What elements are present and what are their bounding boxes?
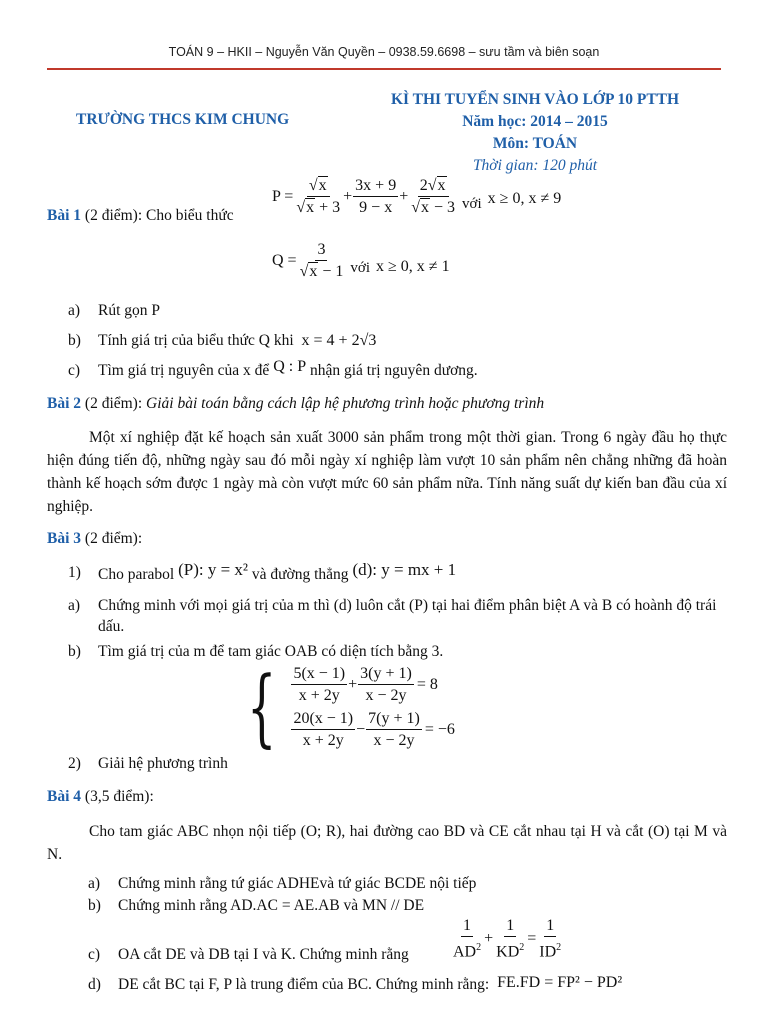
exam-info [355, 89, 715, 177]
eq-num: 3(y + 1) [358, 664, 414, 685]
bai4-item-c [88, 916, 728, 972]
equation-row [290, 709, 454, 750]
eq-num: 20(x − 1) [291, 709, 355, 730]
bai1-points: (2 điểm): Cho biểu thức [84, 207, 234, 224]
item-text: và đường thẳng [251, 566, 349, 583]
page-header: TOÁN 9 – HKII – Nguyễn Văn Quyền – 0938.59.6698 – sưu tầm và biên soạn [168, 45, 600, 59]
list-item [88, 976, 728, 994]
p-label: P = [272, 187, 294, 205]
bai1-heading: Bài 1 [47, 207, 82, 224]
eq-rhs: = −6 [424, 720, 455, 738]
q-label: Q = [272, 251, 297, 269]
item-text: Chứng minh với mọi giá trị của m thì (d) luôn cắt (P) tại hai điểm phân biệt A và B có hoành độ trái dấu. [98, 597, 717, 635]
item-text: Giải hệ phương trình [98, 755, 228, 772]
formula-q: Q = $\frac{3}{√x - 1}$ với x ≥ 0, x ≠ 1 [272, 241, 450, 280]
item-text: Tìm giá trị nguyên của x để [98, 362, 270, 379]
eq-num: 5(x − 1) [291, 664, 347, 685]
line-formula: (d): y = mx + 1 [352, 560, 457, 579]
exam-subject: Môn: TOÁN [492, 135, 578, 152]
list-item [68, 755, 268, 773]
exam-title: KÌ THI TUYỂN SINH VÀO LỚP 10 PTTH [390, 91, 680, 108]
item-marker: d) [88, 976, 101, 993]
bai1-items [68, 302, 748, 390]
bai2-task: Giải bài toán bằng cách lập hệ phương trình hoặc phương trình [146, 395, 545, 412]
bai4-heading: Bài 4 [47, 788, 82, 805]
system-brace [235, 658, 455, 756]
bai3-heading-line [47, 530, 727, 548]
item-marker: b) [68, 643, 81, 660]
header-rule [47, 68, 721, 70]
school-name: TRƯỜNG THCS KIM CHUNG [76, 111, 290, 128]
item-text: Tìm giá trị của m để tam giác OAB có diện tích bằng 3. [98, 643, 444, 660]
item-text: Rút gọn P [98, 302, 161, 319]
bai4-heading-line [47, 788, 727, 806]
bai2-points: (2 điểm): [84, 395, 143, 412]
bai4-paragraph: Cho tam giác ABC nhọn nội tiếp (O; R), hai đường cao BD và CE cắt nhau tại H và cắt (O) tại M và N. [47, 823, 727, 863]
bai4-item-d [88, 976, 728, 994]
item-marker: b) [68, 332, 81, 349]
bai3-heading: Bài 3 [47, 530, 82, 547]
eq-den: x − 2y [373, 732, 415, 749]
bai2-heading: Bài 2 [47, 395, 82, 412]
q-cond-math: x ≥ 0, x ≠ 1 [376, 257, 450, 275]
bai4-items [88, 875, 728, 919]
item-text: Chứng minh rằng tứ giác ADHEvà tứ giác BCDE nội tiếp [118, 875, 477, 892]
list-item [88, 946, 409, 964]
list-item [68, 641, 728, 662]
eq-den: x + 2y [298, 687, 340, 704]
item-text: OA cắt DE và DB tại I và K. Chứng minh rằng [118, 946, 409, 963]
eq-op: − [356, 720, 366, 738]
list-item [88, 875, 728, 897]
eq-den: x − 2y [365, 687, 407, 704]
bai2-heading-line [47, 395, 727, 413]
eq-rhs: = 8 [416, 675, 438, 693]
item-math: Q : P [273, 358, 307, 375]
item-text: DE cắt BC tại F, P là trung điểm của BC. Chứng minh rằng: [118, 976, 490, 993]
item-text: Cho parabol [98, 566, 175, 583]
exam-time: Thời gian: 120 phút [472, 157, 598, 174]
equation-row [290, 664, 454, 705]
brace-glyph: { [247, 658, 277, 756]
bai3-items [68, 595, 728, 662]
eq-op: + [348, 675, 358, 693]
eq-num: 7(y + 1) [366, 709, 422, 730]
bai4-points: (3,5 điểm): [84, 788, 154, 805]
item-marker: a) [68, 302, 81, 319]
item-marker: b) [88, 897, 101, 914]
item-math: x = 4 + 2√3 [301, 332, 377, 349]
formula-c: $\frac{1}{AD^2}$ + $\frac{1}{KD^2}$ = $\frac{1}{ID^2}$ [453, 917, 562, 961]
item-marker: 2) [68, 755, 81, 772]
bai3-item1 [68, 560, 748, 584]
equation-system [235, 658, 635, 756]
item-marker: a) [68, 597, 81, 614]
bai3-item2 [68, 755, 268, 773]
bai3-points: (2 điểm): [84, 530, 143, 547]
item-marker: 1) [68, 564, 81, 581]
list-item [68, 302, 748, 332]
p-cond-word: với [462, 196, 482, 212]
item-marker: c) [68, 362, 81, 379]
p-cond-math: x ≥ 0, x ≠ 9 [487, 189, 562, 207]
bai2-paragraph: Một xí nghiệp đặt kế hoạch sản xuất 3000 sản phẩm trong một thời gian. Trong 6 ngày đầu họ thực hiện đúng tiến độ, những ngày sau đó mỗi ngày xí nghiệp làm vượt 10 sản phẩm nên chẳng những đã hoàn thành kế hoạch sớm được 1 ngày mà còn vượt mức 60 sản phẩm nữa. Tính năng suất dự kiến ban đầu của xí nghiệp. [47, 429, 727, 515]
eq-den: x + 2y [302, 732, 344, 749]
item-math: FE.FD = FP² − PD² [497, 974, 623, 991]
list-item [68, 595, 728, 637]
list-item [68, 332, 748, 362]
item-marker: c) [88, 946, 101, 963]
item-text-tail: nhận giá trị nguyên dương. [309, 362, 478, 379]
q-cond-word: với [350, 260, 370, 276]
item-text: Tính giá trị của biểu thức Q khi [98, 332, 294, 349]
item-text: Chứng minh rằng AD.AC = AE.AB và MN // DE [118, 897, 425, 914]
parabol-formula: (P): y = x² [178, 560, 249, 579]
item-marker: a) [88, 875, 101, 892]
list-item [68, 358, 748, 390]
formula-p: P = $\frac{√x}{√x + 3}$ + $\frac{3x + 9}{9 - x}$ + $\frac{2√x}{√x - 3}$ với x ≥ 0, x ≠ 9 [272, 177, 562, 216]
exam-year: Năm học: 2014 – 2015 [462, 113, 608, 130]
list-item [68, 560, 748, 584]
